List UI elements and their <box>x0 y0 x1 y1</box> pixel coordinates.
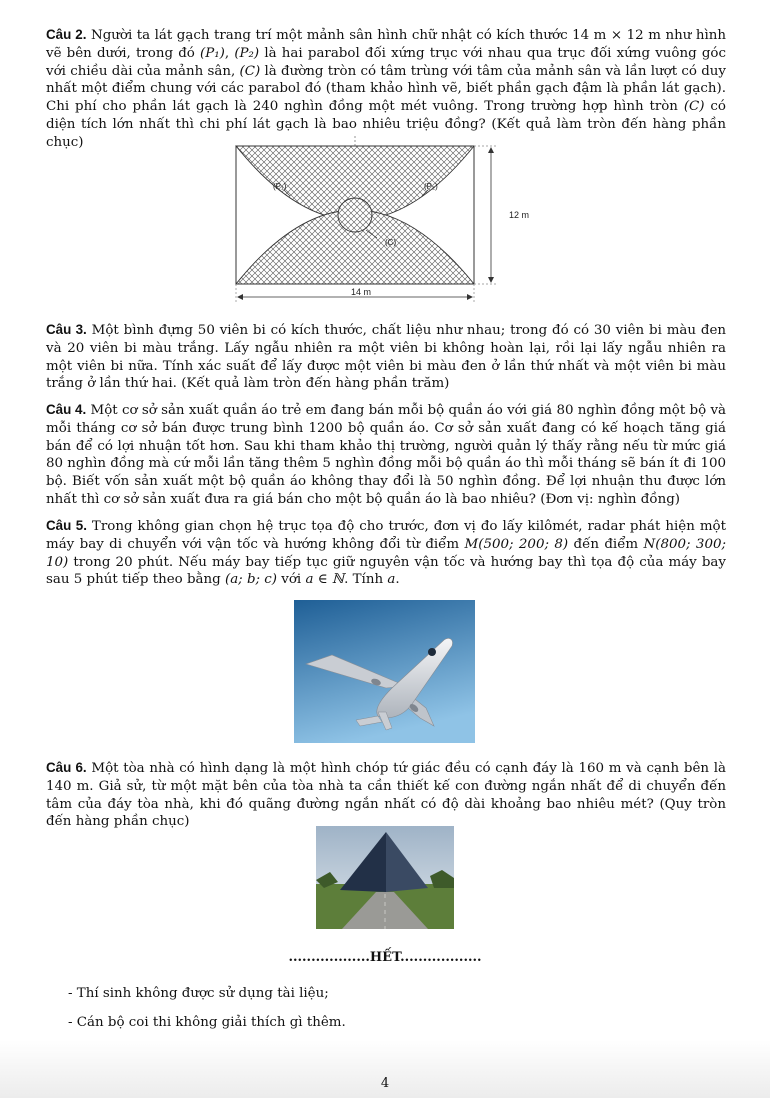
point-m: M(500; 200; 8) <box>464 536 569 552</box>
pyramid-photo <box>316 826 454 929</box>
question-3-label: Câu 3. <box>46 322 87 337</box>
question-2-text: là đường tròn có tâm trùng với tâm của mảnh sân và lần lượt có duy nhất một điểm chung với các parabol đó (tham khảo hình vẽ, biết phần gạch đậm là phần lát gạch). Chi phí cho phần lát gạch là 240 nghìn đồng một mét vuông. Trong trường hợp hình tròn <box>46 63 726 115</box>
question-2-text: Người ta lát gạch trang trí một mảnh sân hình chữ nhật có kích thước <box>86 28 573 43</box>
label-c: (C) <box>385 238 397 247</box>
question-2-label: Câu 2. <box>46 27 87 42</box>
question-6 <box>46 759 726 831</box>
question-5 <box>46 517 726 589</box>
label-p2: (P₂) <box>424 182 438 191</box>
question-3 <box>46 321 726 393</box>
question-5-text: Trong không gian chọn hệ trục tọa độ cho trước, đơn vị đo lấy kilômét, radar phát hiện một máy bay di chuyển với vận tốc và hướng không đổi từ điểm <box>46 519 727 552</box>
question-2-text: có diện tích lớn nhất thì chi phí lát gạch là bao nhiêu triệu đồng? (Kết quả làm tròn đến hàng phần chục) <box>46 99 726 150</box>
label-p1: (P₁) <box>273 182 287 191</box>
question-5-text: trong 20 phút. Nếu máy bay tiếp tục giữ nguyên vận tốc và hướng bay thì tọa độ của máy bay sau 5 phút tiếp theo bằng <box>46 554 726 588</box>
question-4 <box>46 401 726 509</box>
question-5-text: . Tính <box>344 572 388 588</box>
question-4-text: Một cơ sở sản xuất quần áo trẻ em đang bán mỗi bộ quần áo với giá 80 nghìn đồng một bộ và mỗi tháng cơ sở bán được trung bình 1200 bộ quần áo. Cơ sở sản xuất đang có kế hoạch tăng giá bán để có lợi nhuận tốt hơn. Sau khi tham khảo thị trường, người quản lý thấy rằng nếu từ mức giá 80 nghìn đồng mà cứ mỗi lần tăng thêm 5 nghìn đồng mỗi bộ quần áo thì mỗi tháng sẽ bán ít đi 100 bộ. Biết vốn sản xuất một bộ quần áo không thay đổi là 50 nghìn đồng. Để lợi nhuận thu được lớn nhất thì cơ sở sản xuất đưa ra giá bán cho một bộ quần áo là bao nhiêu? (Đơn vị: nghìn đồng) <box>46 403 727 507</box>
question-5-label: Câu 5. <box>46 518 87 533</box>
note-2: - Cán bộ coi thi không giải thích gì thêm. <box>68 1015 346 1030</box>
question-6-text: Một tòa nhà có hình dạng là một hình chóp tứ giác đều có cạnh đáy là 160 m và cạnh bên là 140 m. Giả sử, từ một mặt bên của tòa nhà ta cần thiết kế con đường ngắn nhất để di chuyển đến tâm của đáy tòa nhà, khi đó quãng đường ngắn nhất có độ dài khoảng bao nhiêu mét? (Quy tròn đến hàng phần chục) <box>46 761 726 830</box>
question-4-label: Câu 4. <box>46 402 87 417</box>
circle-c <box>338 198 372 232</box>
note-1: - Thí sinh không được sử dụng tài liệu; <box>68 986 329 1001</box>
width-label: 14 m <box>351 287 372 297</box>
coordinates-abc: (a; b; c) <box>224 572 278 588</box>
yard-figure <box>225 136 530 304</box>
end-marker: ..................HẾT.................. <box>288 950 482 965</box>
question-2-circle: (C) <box>239 63 261 79</box>
question-2-dimensions: 14 m × 12 m <box>572 28 661 43</box>
question-2 <box>46 26 726 152</box>
question-2-p2: (P₂) <box>234 45 260 61</box>
point-n: N(800; 300; 10) <box>46 536 727 570</box>
height-label: 12 m <box>509 210 530 220</box>
question-5-text: với <box>277 572 306 588</box>
condition: a ∈ ℕ <box>305 572 345 588</box>
question-5-period: . <box>395 572 400 588</box>
question-2-circle: (C) <box>683 99 705 115</box>
variable-a: a <box>387 572 396 588</box>
question-6-label: Câu 6. <box>46 760 87 775</box>
page-number: 4 <box>380 1076 390 1091</box>
question-2-text: như hình vẽ bên dưới, trong đó <box>46 28 726 61</box>
question-5-text: đến điểm <box>568 536 644 552</box>
question-3-text: Một bình đựng 50 viên bi có kích thước, chất liệu như nhau; trong đó có 30 viên bi màu đen và 20 viên bi màu trắng. Lấy ngẫu nhiên ra một viên bi không hoàn lại, rồi lại lấy ngẫu nhiên ra một viên bi nữa. Tính xác suất để lấy được một viên bi màu đen ở lần thứ nhất và một viên bi màu trắng ở lần thứ hai. (Kết quả làm tròn đến hàng phần trăm) <box>46 323 726 392</box>
airplane-photo <box>294 600 475 743</box>
question-2-p1: (P₁) <box>200 45 225 61</box>
question-2-comma: , <box>224 45 235 61</box>
question-2-text: là hai parabol đối xứng trục với nhau qua trục đối xứng vuông góc với chiều dài của mảnh sân, <box>46 45 726 79</box>
